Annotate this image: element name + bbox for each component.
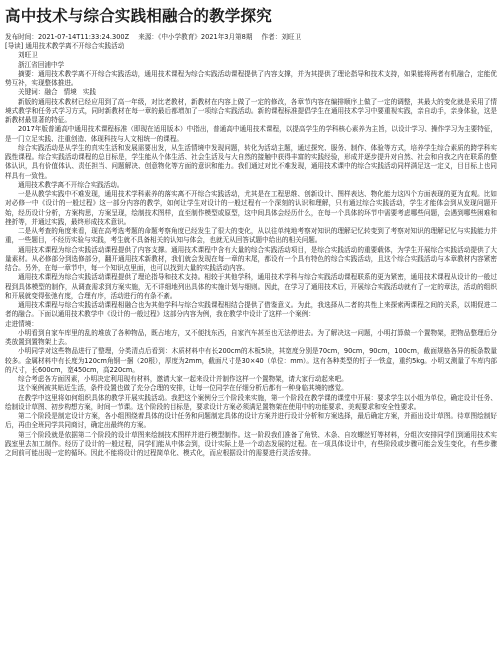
body-paragraph: 小明同学对这些物品进行了整理，分类清点后看到：木质材料中有长200cm的木板5块，其宽度分别是70cm，90cm，90cm，100cm，截面规格各异的板条数量较多。金属材料中有长度为120cm角钢一捆（20根），厚度为2mm，截面尺寸是30×40（单位：mm）。这有各种类型的钉子一铁盒，重约5kg。小明又测量了车库内部的尺寸，长600cm，宽450cm，高220cm。 [5,347,497,374]
body-paragraph: 小明看到自家车库里的乱的堆放了各种物品，既占地方，又不便找东西，自家汽车甚至也无法停进去。为了解决这一问题，小明打算做一个置物架，把物品整理后分类放置到置物架上去。 [5,328,497,347]
body-paragraph: 通用技术课程与综合实践活动课程相融合也为其他学科与综合实践课程相结合提供了借鉴意义。为此，我选择从二者的共性上来探索两课程之间的关系，以期促进二者的融合。下面以通用技术教学中《设计的一般过程》这部分内容为例，我在教学中设计了这样一个案例： [5,301,497,319]
abstract: 摘要：通用技术教学离不开综合实践活动，通用技术课程为综合实践活动课程提供了内容支撑，并为其提供了理论指导和技术支持，如果能将两者有机融合，定能优势互补，实现整体推进。 [5,69,497,88]
body-paragraph: 第二个阶段是制定设计方案，各小组围绕着具体的设计任务和问题制定具体的设计方案并进行设计分析和方案选择，最后确定方案，并画出设计草图。待草图绘制好后，再由全班同学共同商讨，确定出最终的方案。 [5,412,497,430]
body-paragraph: 综合实践活动是从学生的真实生活和发展需要出发，从生活情境中发现问题，转化为活动主题，通过探究、服务、制作、体验等方式，培养学生综合素质的跨学科实践性课程。综合实践活动课程的总目标是，学生能从个体生活、社会生活及与大自然的接触中获得丰富的实践经验，形成并逐步提升对自然、社会和自我之内在联系的整体认识，具有价值体认、责任担当、问题解决、创意物化等方面的意识和能力。我们通过对比不难发现，通用技术课中的综合实践活动同样满足这一定义，目目标上也同样具有一致性。 [5,143,497,180]
body-paragraph: 第三个阶段就是依据第二个阶段的设计草图来绘制技术图样并进行模型制作。这一阶段我们准备了角铁、木条、自攻螺丝钉等材料，分组次安排同学们到通用技术实践室里去加工制作。经历了设计的一般过程，同学们能从中体会到，设计实际上是一个动态发展的过程。在一项具体设计中，有些阶段或步骤可能会发生变化，有些步骤之间前可能出现一定的循环。因此不能将设计的过程简单化、模式化，而应根据设计的需要进行灵活安排。 [5,430,497,458]
body-paragraph: 通用技术课程为综合实践活动课程提供了内容支撑。通用技术课程中含有大量的综合实践活动项目，是综合实践活动的重要载体，为学生开展综合实践活动提供了大量素材。从必修部分到选修部分，翻开通用技术新教材，我们就会发现在每一章的末尾，都设有一个具有特色的综合实践活动，且这个综合实践活动与本章教材内容紧密结合。另外，在每一章节中，每一个知识点里面，也可以找到大量的实践活动内容。 [5,245,497,273]
keyword-label: 关键词：融合 [18,88,58,97]
keyword: 实践 [82,88,96,97]
article-title: 高中技术与综合实践相融合的教学探究 [5,7,272,25]
body-paragraph: 通用技术课程为综合实践活动课程提供了理论指导和技术支持。相较于其他学科，通用技术学科与综合实践活动课程联系的更为紧密，通用技术课程从设计的一般过程到具体模型的制作，从调查需求到方案实施，无不详细地列出具体的实施计划与细则。因此，在学习了通用技术后，开展综合实践活动就有了一定的章法，活动的组织和开展就变得张弛有度，合理有序，活动进行的有条不紊。 [5,273,497,300]
article-author: 作者：刘旺卫 [261,33,302,41]
keyword: 情境 [63,88,77,97]
author-name: 刘旺卫 [18,51,38,60]
body-paragraph: 通用技术教学离不开综合实践活动。 [18,180,124,189]
article-body [5,70,497,459]
body-paragraph: 2017年版普通高中通用技术课程标准（即现在适用版本）中指出，普通高中通用技术课程，以提高学生的学科核心素养为主旨，以设计学习、操作学习为主要特征，是一门立足实践、注重创造、体现科技与人文相统一的课程。 [5,125,497,143]
article-source: 来源：《中小学教育》2021年3月第8期 [138,33,253,41]
body-paragraph: 这个案例被其贴近生活，条件设置也做了充分合理的安排，让每一位同学在仔细分析后都有一种身临其境的感觉。 [18,384,348,393]
body-paragraph: 二是从考查的角度来看，现在高考选考题的命题考察角度已经发生了很大的变化，从以往单纯地考察对知识的理解记忆转变到了考察对知识的理解记忆与实践能力并重，一些题目，不经历实验与实践，考生就不具备相关的认知与体会，也就无从回答试题中给出的相关问题。 [5,227,497,245]
keywords [5,88,497,97]
publish-date: 发布时间：2021-07-14T11:33:24.300Z [5,33,130,41]
body-paragraph: 一是从教学实践中不难发现，通用技术学科素养的落实离不开综合实践活动，尤其是在工程思维、创新设计、图样表达、物化能力这四个方面表现的更为直观。比如对必修一中《设计的一般过程》这一部分内容的教学，如何让学生对设计的一般过程有一个深刻的认识和理解，只有通过综合实践活动，学生才能体会到从发现问题开始，经历设计分析，方案构思，方案呈现，绘制技术图样，直至制作模型或原型，这中间具体会经历什么，在每一个具体的环节中需要考虑哪些问题，会遇到哪些困难和挫折等，并通过实践，最终形成技术意识。 [5,190,497,226]
article-meta [5,33,497,42]
body-paragraph: 走进情境： [5,319,38,328]
body-paragraph: 在教学中这里将如何组织具体的教学开展实践活动。我把这个案例分三个阶段来实施，第一个阶段在教学课的课堂中开展：要求学生以小组为单位，确定设计任务、绘制设计草图、初步构想方案，时间一节课。这个阶段的目标是，要求设计方案必须满足置物架在使用中的功能要求、美观要求和安全性要求。 [5,393,497,411]
body-paragraph: 综合考虑各方面因素，小明决定利用现有材料，邀请大家一起来设计并制作这样一个置物架，请大家行动起来吧。 [18,375,348,384]
body-paragraph: 新版的通用技术教材已经应用到了高一年级，对比老教材，新教材在内容上做了一定的修改，各章节内容在编排顺序上做了一定的调整，其最大的变化就是采用了情境式教学和任务式学习方式，同时新教材在每一章的最后都增加了一项综合实践活动。新的课程标准提倡学生在通用技术学习中要重视实践，亲自动手，亲身体验，这是新教材最显著的特征。 [5,97,497,125]
lead-line: [导读] 通用技术教学离不开综合实践活动 [5,42,125,51]
author-affiliation: 浙江省回浦中学 [18,60,65,69]
